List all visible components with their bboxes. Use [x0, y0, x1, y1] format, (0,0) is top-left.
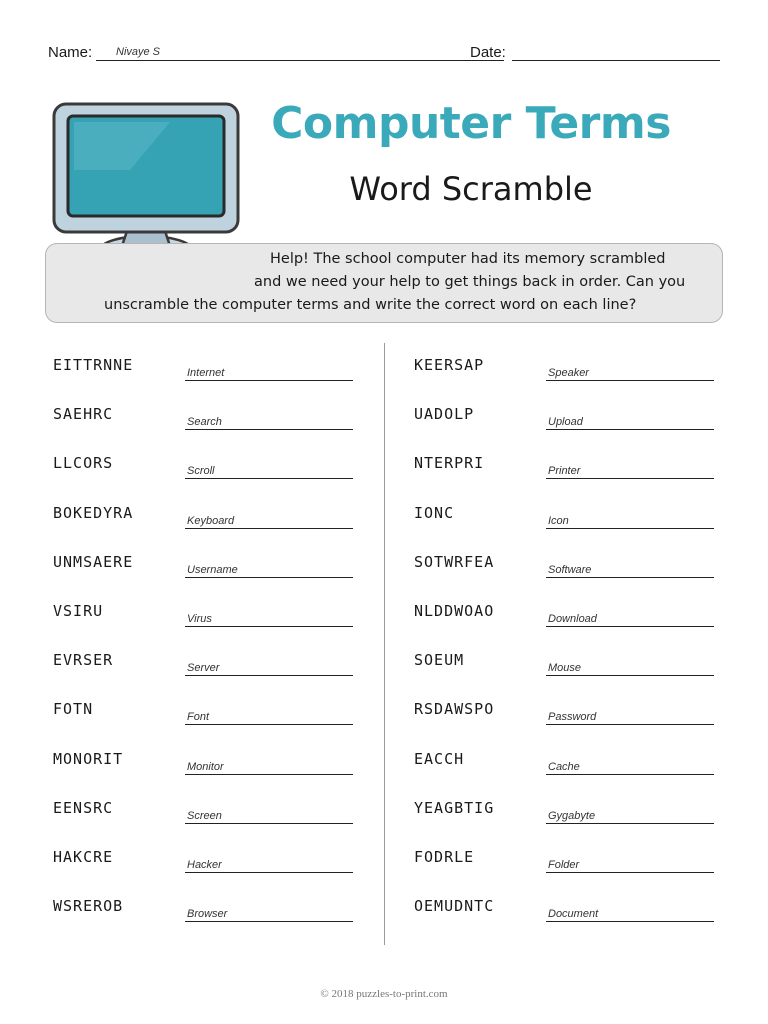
- answer-field[interactable]: [546, 608, 714, 627]
- word-row: [53, 450, 373, 499]
- page-subtitle: Word Scramble: [349, 170, 593, 208]
- scrambled-word: MONORIT: [53, 749, 124, 768]
- word-row: [53, 401, 373, 450]
- answer-field[interactable]: [546, 805, 714, 824]
- word-row: [53, 844, 373, 893]
- scrambled-word: NLDDWOAO: [414, 601, 495, 620]
- answer-field[interactable]: [185, 756, 353, 775]
- answer-field[interactable]: [185, 903, 353, 922]
- name-value: Nivaye S: [116, 46, 161, 58]
- word-row: [53, 746, 373, 795]
- answer-field[interactable]: [546, 706, 714, 725]
- answer-text: Cache: [548, 760, 580, 773]
- scrambled-word: NTERPRI: [414, 454, 485, 473]
- word-row: [53, 893, 373, 942]
- name-field[interactable]: [96, 40, 504, 61]
- answer-field[interactable]: [546, 854, 714, 873]
- answer-field[interactable]: [546, 411, 714, 430]
- date-label: Date:: [470, 44, 506, 61]
- word-row: [53, 795, 373, 844]
- scrambled-word: UADOLP: [414, 405, 475, 424]
- instructions-box: [45, 243, 723, 323]
- date-field[interactable]: [512, 40, 720, 61]
- answer-text: Software: [548, 563, 592, 576]
- scrambled-word: EITTRNNE: [53, 356, 134, 374]
- answer-text: Printer: [548, 465, 581, 478]
- answer-text: Upload: [548, 416, 583, 429]
- answer-text: Internet: [187, 367, 225, 379]
- scrambled-word: EACCH: [414, 749, 465, 768]
- word-row: [414, 893, 734, 942]
- answer-field[interactable]: [185, 854, 353, 873]
- scrambled-word: WSREROB: [53, 897, 124, 916]
- word-row: [414, 500, 734, 549]
- answer-field[interactable]: [185, 805, 353, 824]
- word-row: [414, 696, 734, 745]
- scrambled-word: SOTWRFEA: [414, 552, 495, 571]
- answer-text: Browser: [187, 908, 228, 921]
- scrambled-word: UNMSAERE: [53, 552, 134, 571]
- answer-field[interactable]: [185, 608, 353, 627]
- scrambled-word: EVRSER: [53, 651, 114, 670]
- word-row: [53, 500, 373, 549]
- answer-text: Document: [548, 908, 599, 921]
- answer-text: Server: [187, 662, 220, 675]
- scrambled-word: FOTN: [53, 700, 94, 719]
- name-date-header: [48, 40, 720, 66]
- word-row: [414, 450, 734, 499]
- word-row: [414, 352, 734, 401]
- answer-field[interactable]: [185, 657, 353, 676]
- scrambled-word: BOKEDYRA: [53, 503, 134, 522]
- answer-text: Search: [187, 416, 222, 429]
- answer-text: Keyboard: [187, 514, 235, 527]
- scrambled-word: EENSRC: [53, 798, 114, 817]
- word-row: [414, 647, 734, 696]
- answer-text: Folder: [548, 858, 580, 871]
- answer-field[interactable]: [185, 510, 353, 529]
- answer-field[interactable]: [546, 756, 714, 775]
- scrambled-word: HAKCRE: [53, 847, 114, 866]
- column-divider: [384, 343, 385, 945]
- answer-field[interactable]: [185, 559, 353, 578]
- answer-field[interactable]: [546, 460, 714, 479]
- word-row: [53, 549, 373, 598]
- scrambled-word: LLCORS: [53, 454, 114, 473]
- scrambled-word: IONC: [414, 503, 455, 522]
- word-row: [53, 696, 373, 745]
- scrambled-word: FODRLE: [414, 847, 475, 866]
- scrambled-word: KEERSAP: [414, 356, 485, 374]
- word-row: [53, 647, 373, 696]
- answer-text: Screen: [187, 809, 222, 822]
- page-title: Computer Terms: [271, 98, 671, 149]
- instructions-line: Help! The school computer had its memory scrambled: [270, 251, 666, 267]
- answer-text: Speaker: [548, 367, 589, 379]
- answer-field[interactable]: [185, 460, 353, 479]
- scrambled-word: VSIRU: [53, 601, 104, 620]
- answer-text: Download: [548, 612, 597, 625]
- answer-field[interactable]: [546, 657, 714, 676]
- answer-text: Monitor: [187, 760, 224, 773]
- word-row: [53, 598, 373, 647]
- answer-text: Gygabyte: [548, 809, 596, 822]
- word-row: [414, 401, 734, 450]
- answer-text: Font: [187, 711, 210, 724]
- scrambled-word: SAEHRC: [53, 405, 114, 424]
- answer-text: Password: [548, 711, 597, 724]
- scrambled-word: YEAGBTIG: [414, 798, 495, 817]
- answer-text: Hacker: [187, 858, 222, 871]
- answer-field[interactable]: [185, 706, 353, 725]
- instructions-line: and we need your help to get things back in order. Can you: [254, 274, 686, 290]
- answer-field[interactable]: [185, 411, 353, 430]
- right-word-list: [414, 352, 734, 942]
- word-row: [414, 746, 734, 795]
- answer-text: Virus: [187, 612, 212, 625]
- answer-field[interactable]: [546, 362, 714, 381]
- scrambled-word: RSDAWSPO: [414, 700, 495, 719]
- answer-text: Username: [187, 563, 238, 576]
- instructions-line: unscramble the computer terms and write the correct word on each line?: [104, 297, 637, 313]
- answer-field[interactable]: [546, 903, 714, 922]
- word-row: [414, 549, 734, 598]
- scrambled-word: SOEUM: [414, 651, 465, 670]
- copyright-footer: © 2018 puzzles-to-print.com: [320, 988, 448, 1000]
- left-word-list: [53, 352, 373, 942]
- answer-field[interactable]: [546, 510, 714, 529]
- answer-text: Mouse: [548, 662, 582, 675]
- word-row: [414, 795, 734, 844]
- answer-field[interactable]: [185, 362, 353, 381]
- word-row: [414, 598, 734, 647]
- word-row: [53, 352, 373, 401]
- answer-field[interactable]: [546, 559, 714, 578]
- answer-text: Scroll: [187, 465, 215, 478]
- word-row: [414, 844, 734, 893]
- scrambled-word: OEMUDNTC: [414, 897, 495, 916]
- name-label: Name:: [48, 44, 93, 61]
- answer-text: Icon: [548, 514, 569, 527]
